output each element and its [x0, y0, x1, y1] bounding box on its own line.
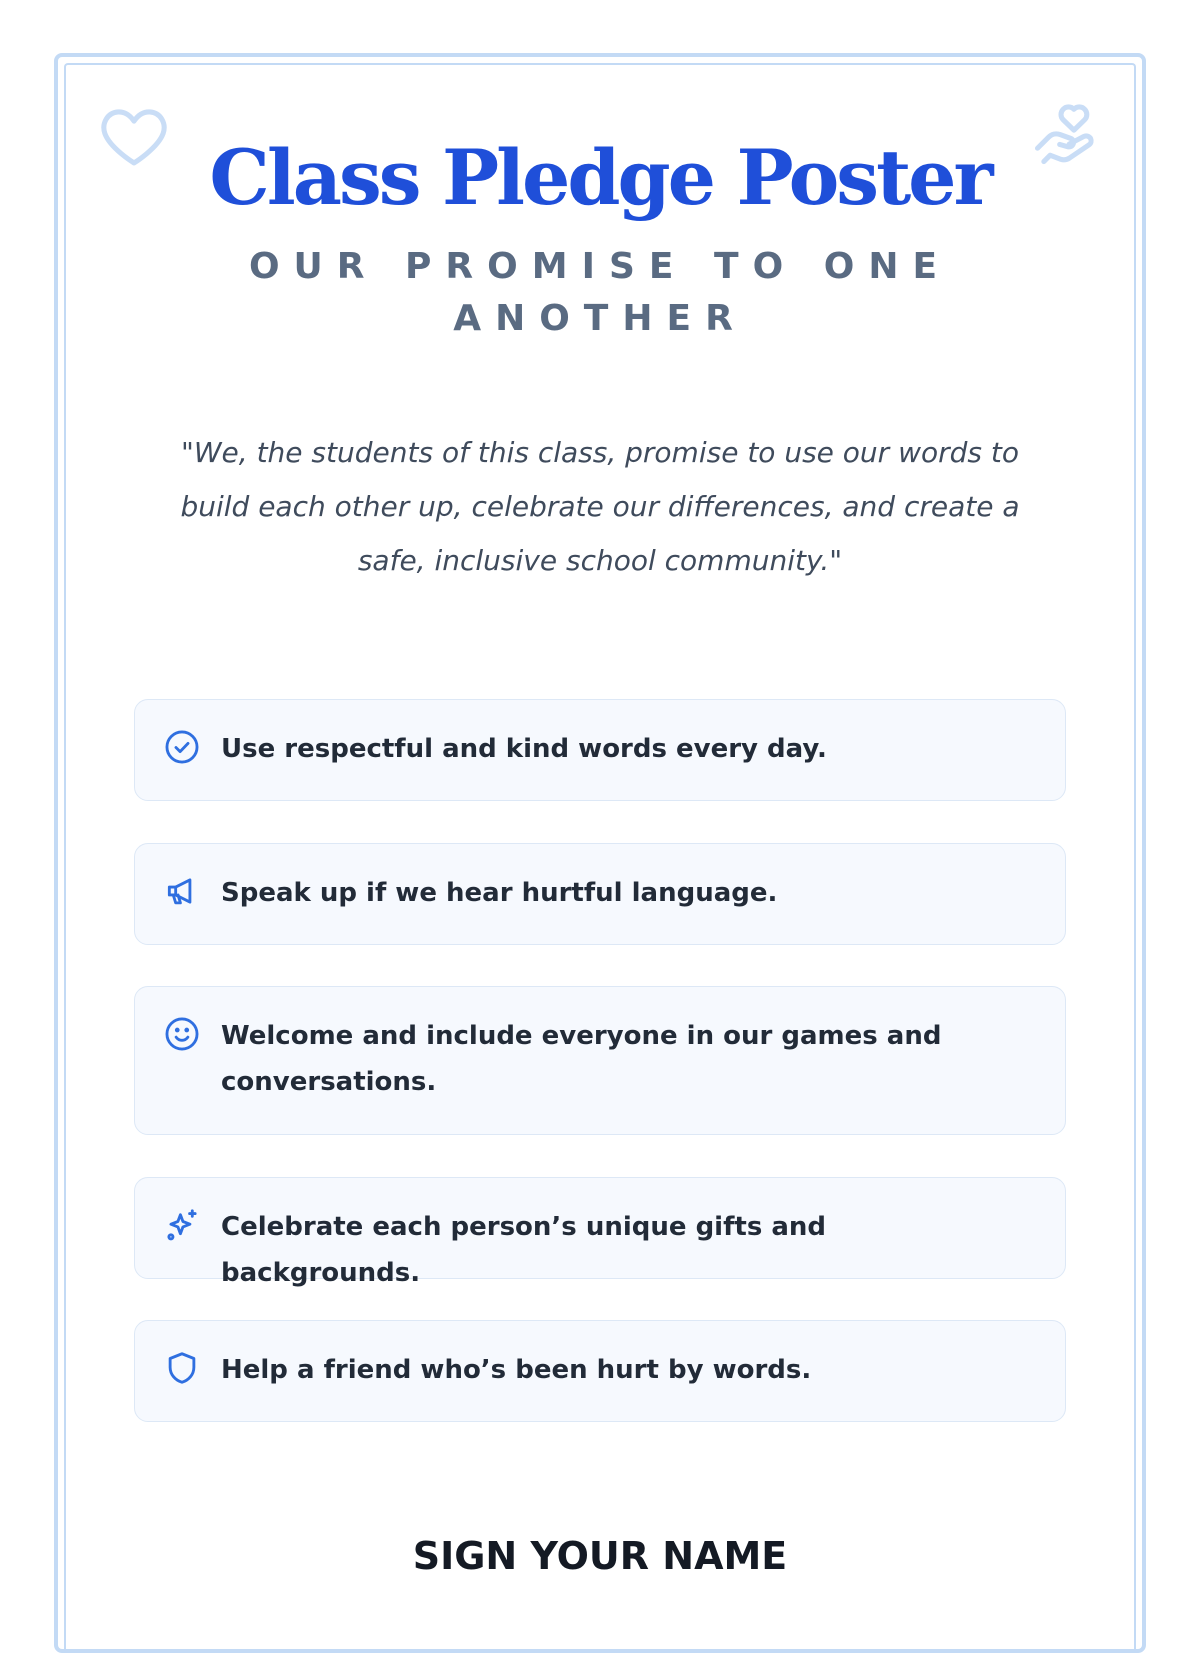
promise-card: [134, 699, 1066, 801]
check-circle-icon: [163, 728, 201, 766]
pledge-quote: "We, the students of this class, promise to use our words to build each other up, celebrate our differences, and create a safe, inclusive school community.": [180, 436, 1020, 577]
poster-subtitle: OUR PROMISE TO ONE ANOTHER: [248, 246, 952, 339]
megaphone-icon: [163, 872, 201, 910]
shield-icon: [163, 1349, 201, 1387]
promise-text: Help a friend who’s been hurt by words.: [221, 1355, 812, 1385]
sparkles-icon: [163, 1206, 201, 1244]
promise-text: Speak up if we hear hurtful language.: [221, 878, 778, 908]
smile-icon: [163, 1015, 201, 1053]
promise-card: [134, 843, 1066, 945]
promise-card: [134, 986, 1066, 1135]
promise-text: Welcome and include everyone in our games and conversations.: [221, 1021, 942, 1097]
promise-text: Celebrate each person’s unique gifts and backgrounds.: [221, 1212, 827, 1288]
sign-heading: SIGN YOUR NAME: [412, 1534, 788, 1578]
poster-title: Class Pledge Poster: [209, 133, 991, 222]
promise-card: [134, 1177, 1066, 1288]
promise-card: [134, 1320, 1066, 1422]
promise-text: Use respectful and kind words every day.: [221, 734, 827, 764]
